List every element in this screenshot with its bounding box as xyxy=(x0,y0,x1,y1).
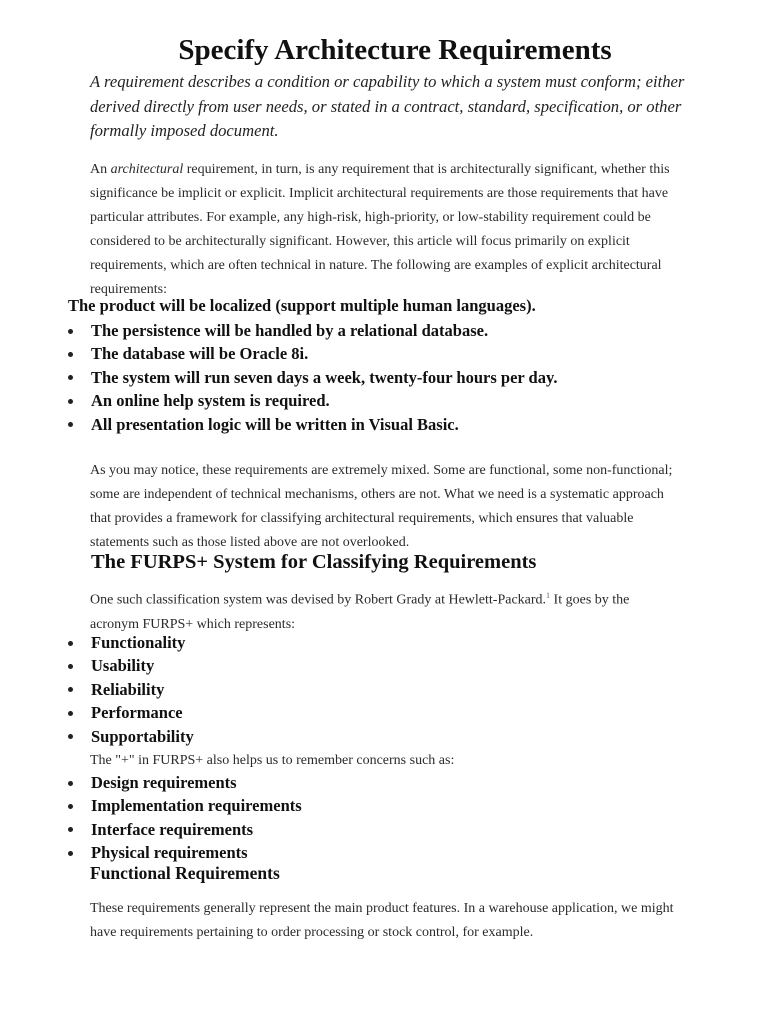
intro-text-end: requirement, in turn, is any requirement that is architecturally significant, whether this significance be implicit or explicit. Implicit architectural requirements are those requirements that have particular attributes. For example, any high-risk, high-priority, or low-stability requirement could be considered to be architecturally significant. However, this article will focus primarily on explicit requirements, which are often technical in nature. The following are examples of explicit architectural requirements: xyxy=(90,162,670,297)
list-item-text: An online help system is required. xyxy=(91,391,330,411)
functional-requirements-paragraph: These requirements generally represent the main product features. In a warehouse application, we might have requirements pertaining to order processing or stock control, for example. xyxy=(90,901,674,940)
list-item-text: Interface requirements xyxy=(91,819,254,839)
furps-intro-paragraph xyxy=(90,584,675,637)
page-title: Specify Architecture Requirements xyxy=(178,34,612,66)
bullet-icon xyxy=(68,827,73,832)
bullet-icon xyxy=(68,804,73,809)
list-item-text: Design requirements xyxy=(91,773,237,792)
list-item-text: Usability xyxy=(91,656,155,676)
intro-emphasis: architectural xyxy=(110,162,184,177)
list-item xyxy=(68,794,302,817)
list-item xyxy=(68,701,194,724)
mixed-requirements-paragraph: As you may notice, these requirements are extremely mixed. Some are functional, some non-functional; some are independent of technical mechanisms, others are not. What we need is a systematic approach that provides a framework for classifying architectural requirements, which ensures that valuable statements such as those listed above are not overlooked. xyxy=(90,463,673,550)
requirements-list xyxy=(68,319,557,436)
bullet-icon xyxy=(68,687,73,692)
list-item xyxy=(68,631,194,654)
list-item-text: Performance xyxy=(91,703,183,723)
furps-intro-start: One such classification system was devised by Robert Grady at Hewlett-Packard. xyxy=(90,592,547,608)
bullet-icon xyxy=(68,641,73,646)
list-item xyxy=(68,678,194,701)
bullet-icon xyxy=(68,329,73,334)
bullet-icon xyxy=(68,851,73,856)
footnote-link[interactable]: 1 xyxy=(546,591,551,600)
list-item xyxy=(68,389,557,412)
list-item-text: All presentation logic will be written in Visual Basic. xyxy=(91,414,459,434)
list-item-text: The persistence will be handled by a relational database. xyxy=(91,321,489,340)
bullet-icon xyxy=(68,781,73,786)
bullet-icon xyxy=(68,399,73,404)
list-item xyxy=(68,818,302,841)
list-item-text: The database will be Oracle 8i. xyxy=(91,344,309,364)
bullet-icon xyxy=(68,711,73,716)
bullet-icon xyxy=(68,734,73,739)
plus-note-paragraph: The "+" in FURPS+ also helps us to remember concerns such as: xyxy=(90,753,455,768)
list-item-text: The system will run seven days a week, twenty-four hours per day. xyxy=(91,367,558,387)
bullet-icon xyxy=(68,375,73,380)
intro-text-start: An xyxy=(90,162,111,177)
furps-intro-end: It goes by the acronym FURPS+ which represents: xyxy=(90,592,630,632)
list-item xyxy=(68,413,557,436)
list-item-text: Reliability xyxy=(91,679,165,699)
list-item xyxy=(68,366,557,389)
functional-requirements-heading: Functional Requirements xyxy=(90,863,280,883)
bullet-icon xyxy=(68,352,73,357)
list-item xyxy=(68,342,557,365)
list-item-text: Functionality xyxy=(91,633,186,652)
bullet-icon xyxy=(68,422,73,427)
list-item xyxy=(68,725,194,748)
plus-concerns-list xyxy=(68,771,302,865)
requirement-definition: A requirement describes a condition or capability to which a system must conform; either derived directly from user needs, or stated in a contract, standard, specification, or other formally imposed document. xyxy=(90,72,685,140)
list-item xyxy=(68,319,557,342)
localization-requirement: The product will be localized (support multiple human languages). xyxy=(68,296,536,315)
list-item xyxy=(68,841,302,864)
list-item-text: Implementation requirements xyxy=(91,796,302,816)
list-item-text: Physical requirements xyxy=(91,843,248,863)
list-item xyxy=(68,654,194,677)
furps-list xyxy=(68,631,194,748)
intro-paragraph xyxy=(90,158,675,302)
furps-heading: The FURPS+ System for Classifying Requirements xyxy=(91,551,537,573)
list-item-text: Supportability xyxy=(91,726,194,746)
bullet-icon xyxy=(68,664,73,669)
list-item xyxy=(68,771,302,794)
